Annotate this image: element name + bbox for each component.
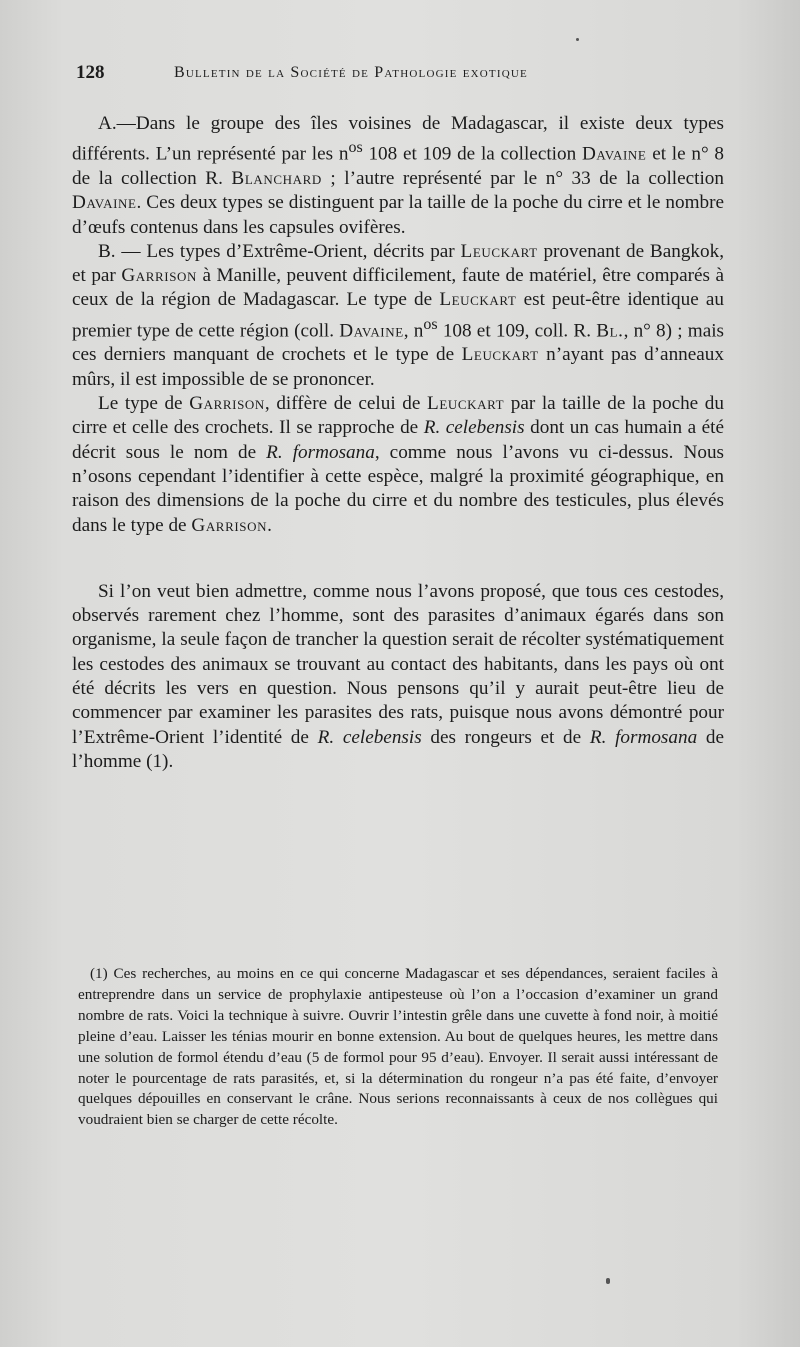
species-name: R. celebensis — [317, 726, 422, 748]
section-gap — [72, 538, 724, 580]
scan-speck — [576, 38, 579, 41]
footnote-text: (1) Ces recherches, au moins en ce qui concerne Madagascar et ses dépendances, seraient faciles à entreprendre dans un service de prophylaxie antipesteuse où l’on a l’occasion d’examiner un grand nombre de rats. Voici la technique à suivre. Ouvrir l’intestin grêle dans une cuvette à fond noir, à moitié pleine d’eau. Laisser les ténias mourir en bonne extension. Au bout de quelques heures, les mettre dans une solution de formol étendu d’eau (5 de formol pour 95 d’eau). Envoyer. Il serait aussi intéressant de noter le pourcentage de rats parasités, et, si la détermination du rongeur n’a pas été faite, d’envoyer quelques dépouilles en conservant le crâne. Nous serions reconnaissants à ceux de nos collègues qui voudraient bien se charger de cette récolte. — [78, 965, 718, 1129]
author-name: Bl. — [596, 320, 624, 342]
author-name: Leuckart — [439, 289, 517, 311]
scan-speck — [606, 1278, 610, 1284]
author-name: Davaine — [72, 192, 137, 214]
paragraph-garrison: Le type de Garrison, diffère de celui de Leuckart par la taille de la poche du cirre et celle des crochets. Il se rapproche de R. celebensis dont un cas humain a été décrit sous le nom de R. formosana, comme nous l’avons vu ci-dessus. Nous n’osons cependant l’identifier à cette espèce, malgré la proximité géographique, en raison des dimensions de la poche du cirre et du nombre des testicules, plus élevés dans le type de Garrison. — [72, 393, 725, 536]
page-header — [70, 62, 720, 92]
author-name: Garrison — [121, 265, 198, 287]
author-name: Garrison — [191, 514, 268, 536]
author-name: Leuckart — [460, 240, 538, 262]
species-name: R. celebensis — [423, 417, 525, 439]
author-name: Blanchard — [231, 167, 322, 189]
main-text — [72, 112, 724, 774]
author-name: Davaine — [339, 320, 404, 342]
page-number: 128 — [76, 62, 105, 83]
paragraph-a: A.—Dans le groupe des îles voisines de Madagascar, il existe deux types différents. L’un représenté par les $n^{os}$ 108 et 109 de la collection Davaine et le n° 8 de la collection R. Blanchard ; l’autre représenté par le n° 33 de la collection Davaine. Ces deux types se distinguent par la taille de la poche du cirre et le nombre d’œufs contenus dans les capsules ovifères. — [72, 113, 724, 238]
author-name: Davaine — [581, 143, 647, 165]
author-name: Leuckart — [461, 344, 539, 366]
footnote — [78, 964, 718, 1131]
species-name: R. formosana — [266, 441, 375, 463]
running-title: Bulletin de la Société de Pathologie exotique — [174, 64, 528, 81]
paragraph-conclusion: Si l’on veut bien admettre, comme nous l’avons proposé, que tous ces cestodes, observés rarement chez l’homme, sont des parasites d’animaux égarés dans son organisme, la seule façon de trancher la question serait de récolter systématiquement les cestodes des animaux se trouvant au contact des habitants, dans les pays où ont été décrits les vers en question. Nous pensons qu’il y aurait peut-être lieu de commencer par examiner les parasites des rats, puisque nous avons démontré pour l’Extrême-Orient l’identité de R. celebensis des rongeurs et de R. formosana de l’homme (1). — [72, 580, 724, 772]
author-name: Garrison — [189, 393, 265, 415]
species-name: R. formosana — [589, 726, 698, 748]
author-name: Leuckart — [427, 393, 505, 415]
paragraph-b: B. — Les types d’Extrême-Orient, décrits par Leuckart provenant de Bangkok, et par Garrison à Manille, peuvent difficilement, faute de matériel, être comparés à ceux de la région de Madagascar. Le type de Leuckart est peut-être identique au premier type de cette région (coll. Davaine, $n^{os}$ 108 et 109, coll. R. Bl., n° 8) ; mais ces derniers manquant de crochets et le type de Leuckart n’ayant pas d’anneaux mûrs, il est impossible de se prononcer. — [72, 240, 725, 390]
